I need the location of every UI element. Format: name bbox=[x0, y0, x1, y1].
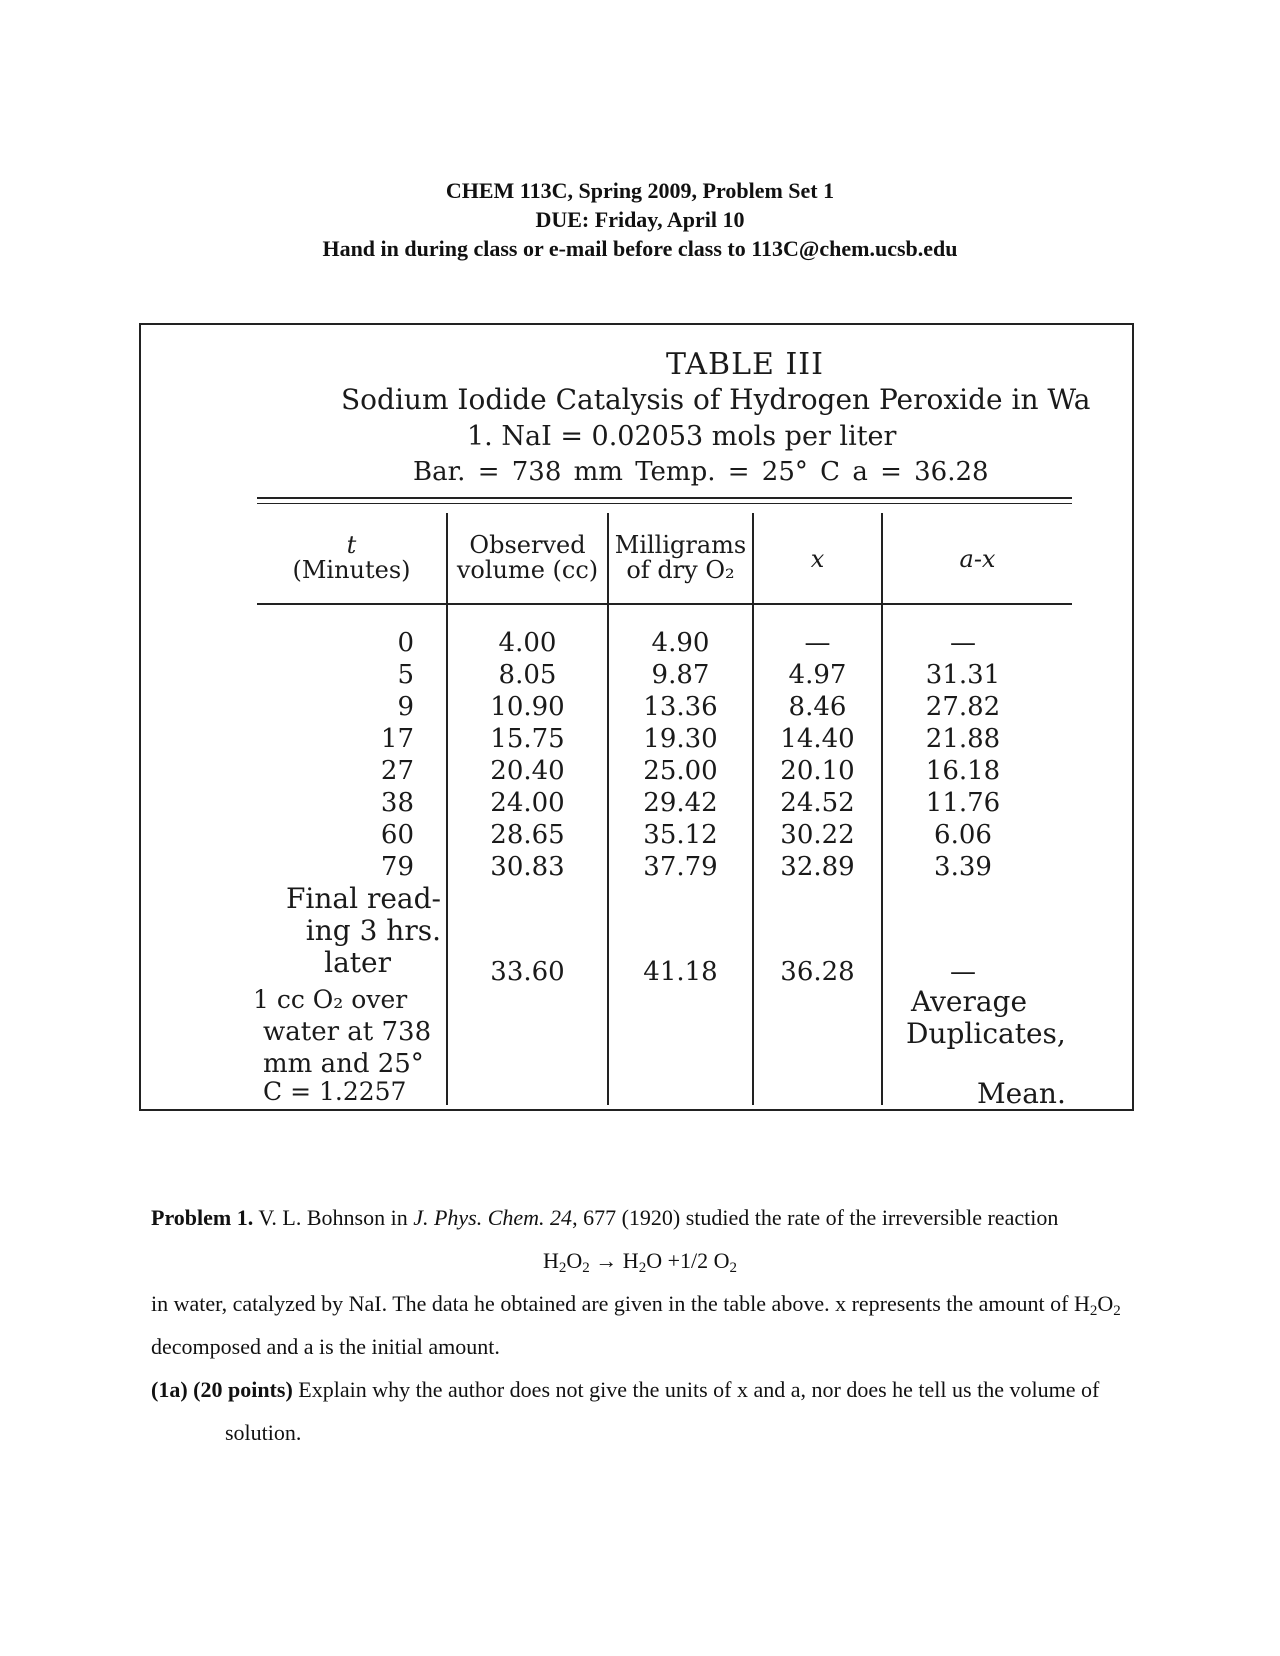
scanned-data-table bbox=[139, 323, 1134, 1111]
table-cell: 60 bbox=[380, 820, 414, 850]
column-time bbox=[257, 627, 446, 883]
course-title: CHEM 113C, Spring 2009, Problem Set 1 bbox=[445, 178, 835, 203]
right-note-line: Duplicates, bbox=[906, 1017, 1066, 1050]
table-conditions: Bar. = 738 mm Temp. = 25° C a = 36.28 bbox=[413, 457, 989, 487]
table-cell: 4.97 bbox=[788, 660, 847, 690]
table-cell: 9.87 bbox=[651, 660, 710, 690]
table-cell: — bbox=[804, 628, 831, 658]
journal-citation: J. Phys. Chem. 24 bbox=[413, 1205, 573, 1230]
submission-instructions: Hand in during class or e-mail before class to 113C@chem.ucsb.edu bbox=[322, 236, 958, 261]
final-label-line: later bbox=[324, 946, 391, 979]
table-cell: 29.42 bbox=[643, 788, 718, 818]
table-cell: 13.36 bbox=[643, 692, 718, 722]
col-header-time-unit: (Minutes) bbox=[292, 556, 411, 584]
right-note-line: Average bbox=[911, 985, 1028, 1018]
eq-subscript: 2 bbox=[729, 1260, 737, 1276]
col-header-a-minus-x: a-x bbox=[959, 545, 996, 573]
problem-intro bbox=[151, 1196, 1151, 1239]
table-cell: 3.39 bbox=[934, 852, 992, 882]
table-cell: 8.05 bbox=[498, 660, 557, 690]
table-cell: 38 bbox=[380, 788, 414, 818]
col-header-volume-line1: Observed bbox=[469, 531, 586, 559]
question-text: Explain why the author does not give the units of x and a, nor does he tell us the volume of solution. bbox=[225, 1377, 1100, 1445]
final-milligrams: 41.18 bbox=[643, 957, 718, 987]
footnote-line: 1 cc O₂ over bbox=[253, 985, 408, 1014]
col-header-mg-line2: of dry O₂ bbox=[626, 556, 735, 584]
problem-text bbox=[151, 1196, 1151, 1454]
final-a-minus-x: — bbox=[950, 957, 976, 987]
table-cell: 14.40 bbox=[780, 724, 855, 754]
table-cell: 20.40 bbox=[490, 756, 565, 786]
column-a-minus-x bbox=[883, 627, 1043, 883]
problem-text-segment: V. L. Bohnson in bbox=[253, 1205, 414, 1230]
table-cell: 30.83 bbox=[490, 852, 565, 882]
eq-part: O bbox=[566, 1248, 583, 1273]
table-cell: 5 bbox=[397, 660, 414, 690]
table-cell: 28.65 bbox=[490, 820, 565, 850]
final-reading-label bbox=[251, 883, 441, 979]
table-cell: 30.22 bbox=[780, 820, 855, 850]
header-rule bbox=[257, 603, 1072, 605]
col-header-time-symbol: t bbox=[346, 531, 357, 559]
table-cell: 27 bbox=[380, 756, 414, 786]
formula-subscript: 2 bbox=[1089, 1303, 1098, 1319]
table-cell: 0 bbox=[397, 628, 414, 658]
table-cell: 37.79 bbox=[643, 852, 718, 882]
due-date: DUE: Friday, April 10 bbox=[535, 207, 745, 232]
eq-subscript: 2 bbox=[582, 1260, 590, 1276]
col-header-time bbox=[257, 533, 446, 583]
final-label-line: ing 3 hrs. bbox=[305, 914, 441, 947]
col-header-x: x bbox=[810, 545, 825, 573]
table-cell: 9 bbox=[397, 692, 414, 722]
table-cell: 4.00 bbox=[498, 628, 557, 658]
final-x: 36.28 bbox=[780, 957, 855, 987]
document-header bbox=[0, 176, 1280, 263]
question-label: (1a) (20 points) bbox=[151, 1377, 293, 1402]
col-header-volume-line2: volume (cc) bbox=[456, 556, 599, 584]
table-cell: 17 bbox=[380, 724, 414, 754]
table-cell: 79 bbox=[380, 852, 414, 882]
table-cell: 24.00 bbox=[490, 788, 565, 818]
column-x bbox=[754, 627, 881, 883]
formula-subscript: 2 bbox=[1113, 1303, 1121, 1319]
table-title: TABLE III bbox=[666, 347, 824, 382]
table-cell: 32.89 bbox=[780, 852, 855, 882]
table-cell: 35.12 bbox=[643, 820, 718, 850]
table-cell: 19.30 bbox=[643, 724, 718, 754]
footnote-line: water at 738 bbox=[263, 1017, 432, 1047]
table-cell: 8.46 bbox=[788, 692, 847, 722]
table-concentration: 1. NaI = 0.02053 mols per liter bbox=[467, 421, 897, 452]
final-volume: 33.60 bbox=[490, 957, 565, 987]
footnote-line: mm and 25° bbox=[263, 1049, 424, 1079]
column-milligrams bbox=[609, 627, 752, 883]
final-label-line: Final read- bbox=[286, 882, 441, 915]
problem-label: Problem 1. bbox=[151, 1205, 254, 1230]
col-header-mg-line1: Milligrams bbox=[614, 531, 747, 559]
table-cell: 11.76 bbox=[925, 788, 1001, 818]
reaction-equation bbox=[0, 1239, 1280, 1282]
table-cell: — bbox=[950, 628, 976, 658]
eq-part: O +1/2 O bbox=[646, 1248, 730, 1273]
table-cell: 27.82 bbox=[925, 692, 1001, 722]
problem-text-segment: , 677 (1920) studied the rate of the irreversible reaction bbox=[572, 1205, 1059, 1230]
footnote-line: C = 1.2257 bbox=[263, 1077, 407, 1106]
problem-text-segment: decomposed and a is the initial amount. bbox=[151, 1334, 500, 1359]
problem-text-segment: in water, catalyzed by NaI. The data he obtained are given in the table above. x represents the amount of H bbox=[151, 1291, 1090, 1316]
eq-subscript: 2 bbox=[558, 1260, 567, 1276]
table-cell: 20.10 bbox=[780, 756, 855, 786]
question-1a bbox=[151, 1368, 1151, 1454]
problem-description bbox=[151, 1282, 1151, 1368]
col-header-milligrams bbox=[609, 533, 752, 583]
column-volume bbox=[448, 627, 607, 883]
top-rule bbox=[257, 497, 1072, 499]
table-cell: 15.75 bbox=[490, 724, 565, 754]
top-rule-double bbox=[257, 503, 1072, 504]
table-cell: 16.18 bbox=[925, 756, 1001, 786]
eq-part: → H bbox=[589, 1248, 639, 1273]
table-cell: 10.90 bbox=[490, 692, 565, 722]
problem-text-segment: O bbox=[1097, 1291, 1114, 1316]
eq-part: H bbox=[543, 1248, 559, 1273]
table-cell: 31.31 bbox=[925, 660, 1001, 690]
col-header-volume bbox=[448, 533, 607, 583]
table-cell: 24.52 bbox=[780, 788, 855, 818]
table-cell: 25.00 bbox=[643, 756, 718, 786]
right-note-line: Mean. bbox=[977, 1077, 1066, 1110]
table-subtitle: Sodium Iodide Catalysis of Hydrogen Peroxide in Wa bbox=[341, 383, 1091, 416]
table-cell: 21.88 bbox=[925, 724, 1001, 754]
table-cell: 6.06 bbox=[934, 820, 992, 850]
eq-subscript: 2 bbox=[638, 1260, 647, 1276]
table-cell: 4.90 bbox=[651, 628, 710, 658]
